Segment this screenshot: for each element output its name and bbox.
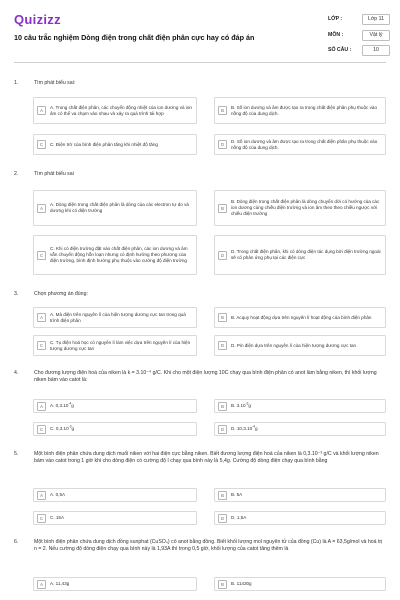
option-text: B. Acquy hoạt động dựa trên nguyên lí hoạt động của bình điện phân bbox=[231, 314, 372, 320]
option-a[interactable] bbox=[33, 190, 197, 226]
option-text: B. 5A bbox=[231, 492, 243, 497]
question-number: 2. bbox=[14, 171, 19, 177]
option-text: C. 15A bbox=[50, 515, 65, 520]
option-b[interactable] bbox=[214, 488, 386, 502]
option-key: A bbox=[37, 491, 46, 500]
option-b[interactable] bbox=[214, 190, 386, 226]
option-a[interactable] bbox=[33, 577, 197, 591]
option-text: C. Khi có điện trường đặt vào chất điện phân, các ion dương và âm vẫn chuyển động hỗn loạn nhưng có định hướng theo phương của điện trường, bình định hướng phụ thuộc vào cường độ điện trường bbox=[50, 246, 188, 263]
option-d[interactable] bbox=[214, 134, 386, 155]
option-key: D bbox=[218, 425, 227, 434]
class-value: Lớp 11 bbox=[362, 14, 390, 25]
option-d[interactable] bbox=[214, 235, 386, 275]
option-c[interactable] bbox=[33, 134, 197, 155]
option-d[interactable] bbox=[214, 422, 386, 436]
option-key: B bbox=[218, 491, 227, 500]
option-key: D bbox=[218, 140, 227, 149]
option-key: A bbox=[37, 313, 46, 322]
option-key: C bbox=[37, 140, 46, 149]
question-text: Tìm phát biểu sai bbox=[34, 171, 74, 177]
option-key: A bbox=[37, 106, 46, 115]
option-text: B. Dòng điện trong chất điện phân là dòng chuyển dời có hướng của các ion dương cùng chiều điện trường và ion âm theo theo chiều ngược với chiều điện trường bbox=[231, 199, 380, 216]
option-b[interactable] bbox=[214, 307, 386, 328]
subject-value: Vật lý bbox=[362, 30, 390, 41]
option-a[interactable] bbox=[33, 307, 197, 328]
option-key: D bbox=[218, 251, 227, 260]
question-number: 1. bbox=[14, 80, 19, 86]
option-key: B bbox=[218, 204, 227, 213]
option-text: C. Điện trở của bình điện phân tăng khi nhiệt độ tăng bbox=[50, 141, 158, 147]
option-text: A. 0,5A bbox=[50, 492, 66, 497]
question-number: 5. bbox=[14, 451, 19, 457]
option-text: B. $3.10^{-3}g$ bbox=[231, 401, 251, 408]
option-text: A. 11,43g bbox=[50, 581, 70, 586]
option-text: D. Số ion dương và âm được tạo ra trong chất điện phân phụ thuộc vào nồng độ của dung dịch. bbox=[231, 138, 378, 150]
question-text: Cho đương lượng điện hoá của niken là k = 3.10⁻⁴ g/C. Khi cho một điện lượng 10C chạy qua bình điện phân có anot làm bằng niken, thì khối lượng niken bám vào catot là: bbox=[34, 370, 377, 383]
option-key: B bbox=[218, 580, 227, 589]
option-text: A. Trong chất điện phân, các chuyển động nhiệt của ion dương và ion âm có thể va chạm vào nhau và xảy ra quá trình tái hợp bbox=[50, 104, 192, 116]
option-key: D bbox=[218, 514, 227, 523]
option-key: C bbox=[37, 341, 46, 350]
option-b[interactable] bbox=[214, 97, 386, 124]
option-text: C. $0,3.10^{-3}g$ bbox=[50, 424, 75, 431]
option-key: C bbox=[37, 251, 46, 260]
option-key: C bbox=[37, 514, 46, 523]
option-text: D. $10,3.10^{-4}g$ bbox=[231, 424, 258, 431]
quizizz-logo: Quizizz bbox=[14, 12, 61, 27]
option-text: B. 11430g bbox=[231, 581, 252, 586]
option-text: A. Dòng điện trong chất điện phân là dòng của các electron tự do và dương khi có điện trường bbox=[50, 202, 189, 213]
option-key: B bbox=[218, 106, 227, 115]
option-c[interactable] bbox=[33, 335, 197, 356]
question-text: Một bình điện phân chứa dung dịch muối niken với hai điện cực bằng niken. Biết đương lượng điện hoá của niken là 0,3.10⁻³ g/C và khối lượng niken bám vào catot trong 1 giờ khi cho dòng điện có cường độ I chạy qua bình này là 5,4g. Cường độ dòng điện chạy qua bình bằng bbox=[34, 451, 379, 464]
option-text: D. 1,5A bbox=[231, 515, 247, 520]
option-c[interactable] bbox=[33, 235, 197, 275]
option-key: D bbox=[218, 341, 227, 350]
document-title: 10 câu trắc nghiệm Dòng điện trong chất điện phân cực hay có đáp án bbox=[14, 33, 255, 42]
option-key: B bbox=[218, 313, 227, 322]
option-text: C. Tụ điện hoá học có nguyên lí làm việc dựa trên nguyên lí của hiện tượng dương cực tan bbox=[50, 339, 191, 351]
option-b[interactable] bbox=[214, 399, 386, 413]
option-text: D. Trong chất điện phân, khi có dòng điện tác dụng bởi điện trường ngoài sẽ có phản ứng phụ tại các điện cực bbox=[231, 249, 381, 260]
option-key: A bbox=[37, 580, 46, 589]
option-d[interactable] bbox=[214, 511, 386, 525]
option-key: B bbox=[218, 402, 227, 411]
option-c[interactable] bbox=[33, 422, 197, 436]
option-key: A bbox=[37, 402, 46, 411]
option-a[interactable] bbox=[33, 97, 197, 124]
subject-label: MÔN : bbox=[328, 32, 344, 38]
question-text: Tìm phát biểu sai: bbox=[34, 80, 76, 86]
option-d[interactable] bbox=[214, 335, 386, 356]
option-b[interactable] bbox=[214, 577, 386, 591]
option-key: A bbox=[37, 204, 46, 213]
count-value: 10 bbox=[362, 45, 390, 56]
question-text: Chọn phương án đúng: bbox=[34, 291, 88, 297]
question-number: 6. bbox=[14, 539, 19, 545]
question-number: 3. bbox=[14, 291, 19, 297]
class-label: LỚP : bbox=[328, 16, 343, 22]
count-label: SỐ CÂU : bbox=[328, 47, 352, 53]
question-number: 4. bbox=[14, 370, 19, 376]
option-text: A. Mà điện trên nguyên lí của hiện tượng dương cực tan trong quá trình điện phân bbox=[50, 311, 186, 323]
option-text: D. Pin điện dựa trên nguyên lí của hiện tượng dương cực tan bbox=[231, 342, 357, 348]
option-a[interactable] bbox=[33, 488, 197, 502]
option-text: B. Số ion dương và âm được tạo ra trong chất điện phân phụ thuộc vào nồng độ của dung dịch. bbox=[231, 104, 377, 116]
option-key: C bbox=[37, 425, 46, 434]
option-c[interactable] bbox=[33, 511, 197, 525]
option-a[interactable] bbox=[33, 399, 197, 413]
option-text: A. $0,3.10^{-4}g$ bbox=[50, 401, 74, 408]
question-text: Một bình điện phân chứa dung dịch đồng sunphat (CuSO₄) có anot bằng đồng. Biết khối lượng mol nguyên tử của đồng (Cu) là A = 63,5g/mol và hoá trị n = 2. Nếu cường độ dòng điện chạy qua bình này là 1,93A thì trong 0,5 giờ, khối lượng của catot tăng thêm là bbox=[34, 539, 383, 552]
header-divider bbox=[14, 62, 386, 63]
